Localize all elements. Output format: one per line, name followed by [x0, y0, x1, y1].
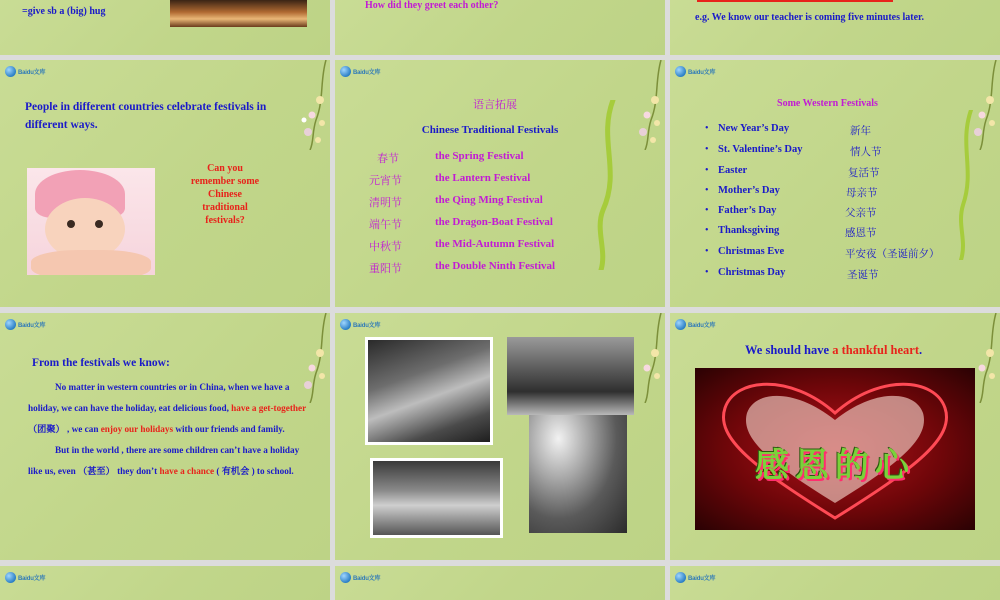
green-vine-icon: [955, 110, 977, 260]
festival-cn: 平安夜（圣诞前夕）: [845, 249, 940, 260]
slide6-title: Some Western Festivals: [777, 98, 878, 109]
baidu-logo: Baidu文库: [675, 572, 723, 584]
slide5-subtitle: Chinese Traditional Festivals: [421, 124, 559, 136]
slide-5[interactable]: [335, 60, 665, 307]
example-sentence: e.g. We know our teacher is coming five minutes later.: [695, 12, 925, 23]
baby-photo: [27, 168, 155, 275]
festival-en: St. Valentine’s Day: [718, 144, 803, 155]
festival-en: the Dragon-Boat Festival: [435, 216, 553, 228]
slide5-title: 语言拓展: [473, 99, 517, 111]
baidu-logo: Baidu文库: [5, 66, 53, 78]
bw-photo-children-studying-outdoors: [507, 337, 634, 415]
festival-cn: 母亲节: [846, 188, 878, 199]
baidu-logo: Baidu文库: [340, 572, 388, 584]
festival-en: Easter: [718, 165, 748, 176]
slide-11[interactable]: [335, 566, 665, 600]
slide-12[interactable]: [670, 566, 1000, 600]
slide-10[interactable]: [0, 566, 330, 600]
thankful-heart-sentence: We should have a thankful heart.: [745, 343, 923, 357]
festival-en: Mother’s Day: [718, 185, 780, 196]
festival-cn: 重阳节: [369, 263, 402, 275]
festival-en: the Spring Festival: [435, 150, 524, 162]
festivals-question: Can you remember some Chinese traditional festivals?: [190, 163, 260, 226]
festival-en: Father’s Day: [718, 205, 777, 216]
festival-en: the Mid-Autumn Festival: [435, 238, 555, 250]
baidu-logo: Baidu文库: [340, 66, 388, 78]
greet-question: How did they greet each other?: [365, 0, 499, 11]
slide-1[interactable]: [0, 0, 330, 55]
slide-2[interactable]: [335, 0, 665, 55]
festival-en: the Qing Ming Festival: [435, 194, 543, 206]
canyon-photo: [170, 0, 307, 27]
festival-en: New Year’s Day: [718, 123, 790, 134]
festival-en: Christmas Day: [718, 267, 786, 278]
bw-photo-classroom: [370, 458, 503, 538]
baidu-logo: Baidu文库: [675, 319, 723, 331]
heart-graphic: [695, 368, 975, 530]
slide-6[interactable]: Baidu文库 Some Western Festivals • New Year’s Day 新年 • St. Valentine’s Day 情人节 • Easter 复活节 • Mother’s Day 母亲节 • Father’s Day 父亲节 • Thanksgiving 感恩节 • Christmas Eve 平安夜（圣诞前夕） • Christmas Day 圣诞节: [670, 60, 1000, 307]
red-underline: [697, 0, 893, 2]
festival-cn: 复活节: [848, 168, 880, 179]
hug-phrase: =give sb a (big) hug: [22, 6, 106, 17]
festival-cn: 圣诞节: [847, 270, 879, 281]
slide-8[interactable]: [335, 313, 665, 560]
festival-en: Christmas Eve: [718, 246, 785, 257]
festival-cn: 清明节: [369, 197, 402, 209]
festival-cn: 感恩节: [845, 228, 877, 239]
slide-3[interactable]: [670, 0, 1000, 55]
festival-cn: 春节: [377, 153, 399, 165]
festival-cn: 中秋节: [369, 241, 402, 253]
slide-9[interactable]: [670, 313, 1000, 560]
slide7-paragraph: No matter in western countries or in China, when we have a holiday, we can have the holiday, eat delicious food, have a get-together（团聚） , we can enjoy our holidays with our friends and family. But in the world , there are some children can’t have a holiday like us, even （甚至） they don’t have a chance ( 有机会 ) to school.: [28, 382, 307, 476]
slide-4[interactable]: [0, 60, 330, 307]
festival-en: Thanksgiving: [718, 225, 780, 236]
festival-cn: 新年: [850, 126, 871, 137]
bw-photo-cave-dwelling: [529, 415, 627, 533]
festivals-heading: People in different countries celebrate festivals in different ways.: [25, 101, 267, 131]
thankful-heart-chinese-text: 感恩的心: [755, 448, 915, 485]
baidu-logo: Baidu文库: [675, 66, 723, 78]
slide7-heading: From the festivals we know:: [32, 357, 170, 369]
slide-7[interactable]: [0, 313, 330, 560]
baidu-logo: Baidu文库: [340, 319, 388, 331]
festival-cn: 情人节: [850, 147, 882, 158]
festival-cn: 父亲节: [845, 208, 877, 219]
festival-cn: 端午节: [369, 219, 402, 231]
festival-en: the Lantern Festival: [435, 172, 531, 184]
baidu-logo: Baidu文库: [5, 319, 53, 331]
bw-photo-children-working: [365, 337, 493, 445]
festival-en: the Double Ninth Festival: [435, 260, 556, 272]
baidu-logo: Baidu文库: [5, 572, 53, 584]
festival-cn: 元宵节: [369, 175, 402, 187]
